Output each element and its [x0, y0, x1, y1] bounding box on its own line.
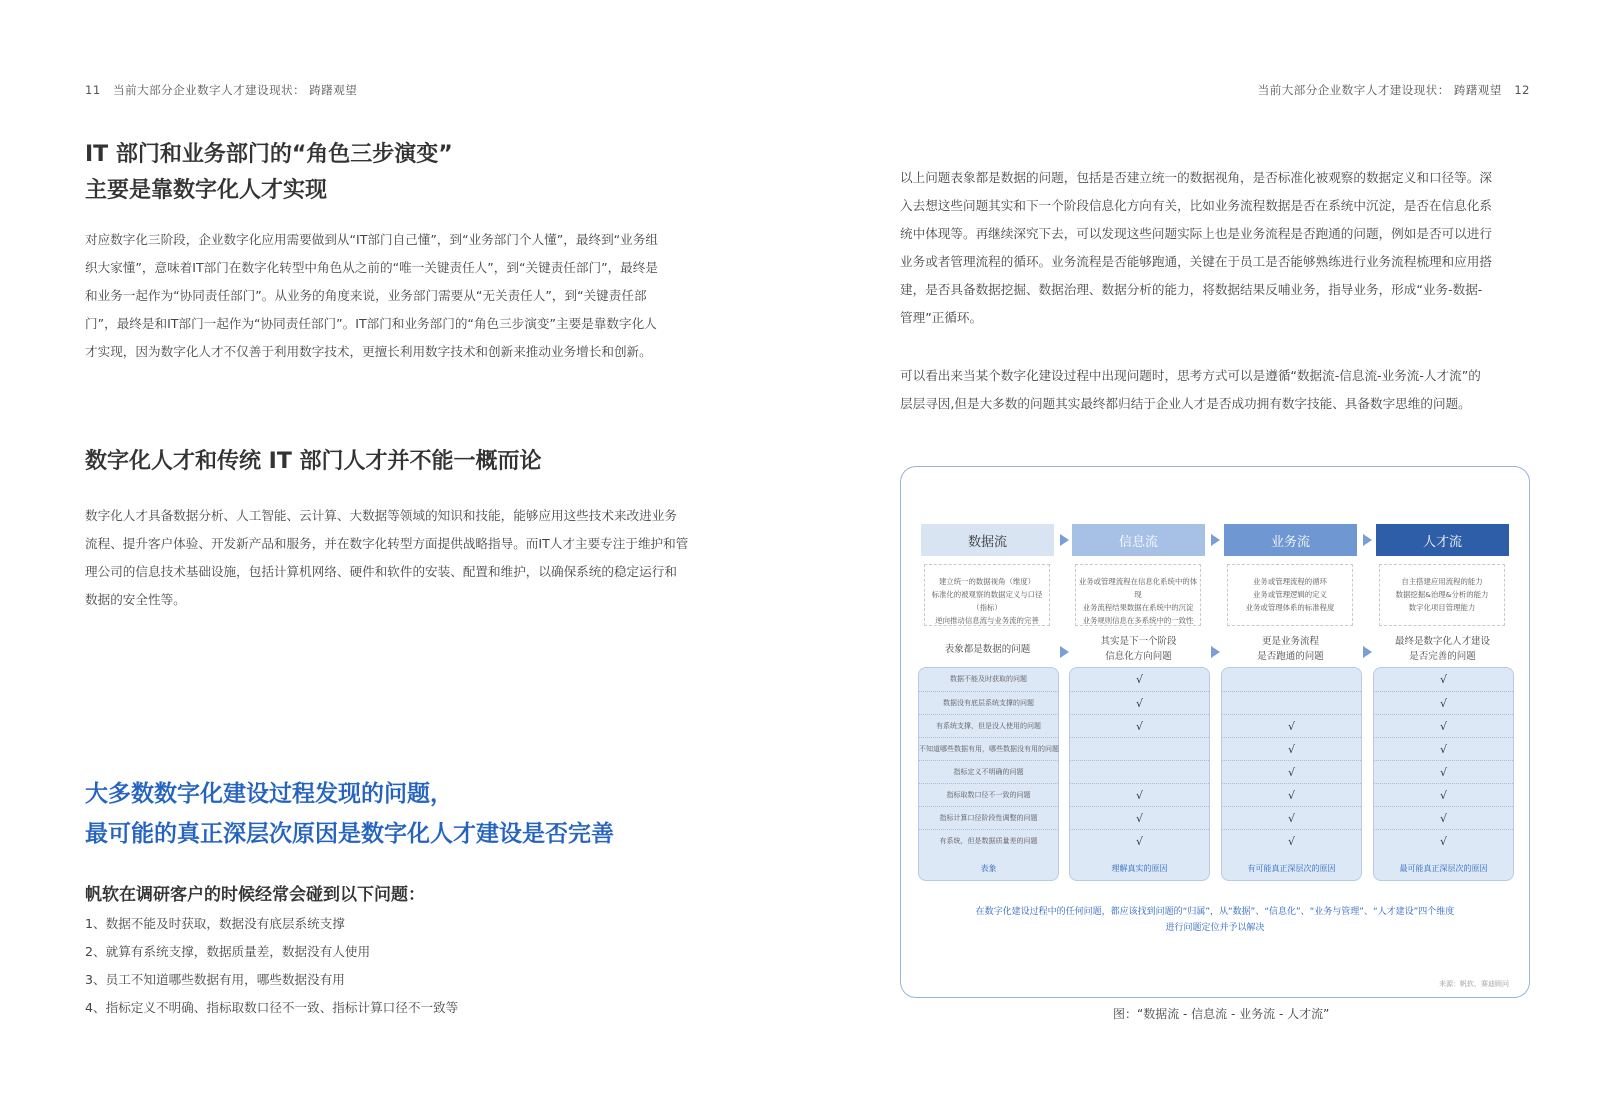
right-paragraph-2: 可以看出来当某个数字化建设过程中出现问题时，思考方式可以是遵循“数据流-信息流-业务流-人才流”的 层层寻因,但是大多数的问题其实最终都归结于企业人才是否成功拥有数字技能、具备数字思维的问题。: [900, 368, 1481, 411]
table-row: [919, 760, 1058, 784]
level-label-line: 表象都是数据的问题: [944, 644, 1031, 655]
check-mark: √: [1287, 812, 1295, 825]
check-mark: √: [1439, 697, 1447, 710]
arrow-icon: [1060, 534, 1069, 546]
level-label-line: 其实是下一个阶段: [1100, 636, 1177, 647]
table-row: [1222, 714, 1361, 738]
check-mark: √: [1439, 720, 1447, 733]
arrow-icon: [1211, 646, 1220, 658]
column-footer: 有可能真正深层次的原因: [1247, 864, 1336, 873]
table-row: [919, 691, 1058, 715]
description-line: 逆向推动信息流与业务流的完善: [935, 616, 1039, 625]
check-mark: √: [1287, 766, 1295, 779]
level-label-line: 信息化方向问题: [1105, 651, 1172, 662]
section-paragraph: 对应数字化三阶段，企业数字化应用需要做到从“IT部门自己懂”，到“业务部门个人懂”，最终到“业务组 织大家懂”，意味着IT部门在数字化转型中角色从之前的“唯一关键责任人”，到“关键责任部门”，最终是 和业务一起作为“协同责任部门”。从业务的角度来说，业务部门需要从“无关责任人”，到“关键责任部 门”，最终是和IT部门一起作为“协同责任部门”。IT部门和业务部门的“角色三步演变”主要是靠数字化人 才实现，因为数字化人才不仅善于利用数字技术，更擅长利用数字技术和创新来推动业务增长和创新。: [85, 232, 658, 359]
description-line: 业务或管理逻辑的定义: [1253, 590, 1327, 599]
page-header-right: [1258, 82, 1530, 98]
table-row: [1070, 714, 1209, 738]
table-row: [1374, 668, 1513, 691]
check-column: [1373, 667, 1514, 881]
row-label: 有系统，但是数据质量差的问题: [939, 837, 1038, 845]
check-mark: √: [1287, 743, 1295, 756]
right-paragraph-1: 以上问题表象都是数据的问题，包括是否建立统一的数据视角，是否标准化被观察的数据定义和口径等。深 入去想这些问题其实和下一个阶段信息化方向有关，比如业务流程数据是否在系统中沉淀，是否在信息化系 统中体现等。再继续深究下去，可以发现这些问题实际上也是业务流程是否跑通的问题，例如是否可以进行 业务或者管理流程的循环。业务流程是否能够跑通，关键在于员工是否能够熟练进行业务流程梳理和应用搭 建，是否具备数据挖掘、数据治理、数据分析的能力，将数据结果反哺业务，指导业务，形成“业务-数据- 管理”正循环。: [900, 170, 1492, 325]
section-title: 数字化人才和传统 IT 部门人才并不能一概而论: [85, 449, 542, 474]
diagram-note: [901, 904, 1529, 936]
table-row: [1070, 691, 1209, 715]
arrow-icon: [1363, 646, 1372, 658]
figure-caption: 图：“数据流 - 信息流 - 业务流 - 人才流”: [1113, 1007, 1330, 1021]
arrow-icon: [1211, 534, 1220, 546]
table-row: [1374, 783, 1513, 807]
note-line: 在数字化建设过程中的任何问题，都应该找到问题的“归属”，从“数据”、“信息化”、“业务与管理”、“人才建设”四个维度: [975, 907, 1455, 917]
arrow-icon: [1060, 646, 1069, 658]
stage-description: [1227, 564, 1353, 626]
level-label-line: 是否完善的问题: [1409, 651, 1476, 662]
table-row: [1070, 737, 1209, 761]
description-line: 标准化的被观察的数据定义与口径（指标）: [931, 590, 1043, 612]
description-line: 业务流程结果数据在系统中的沉淀: [1082, 603, 1194, 612]
table-row: [919, 714, 1058, 738]
check-mark: √: [1135, 789, 1143, 802]
table-row: [1222, 783, 1361, 807]
table-row: [1374, 760, 1513, 784]
column-footer: 表象: [980, 864, 997, 873]
note-line: 进行问题定位并予以解决: [1165, 923, 1265, 933]
description-line: 自主搭建应用流程的能力: [1401, 577, 1483, 586]
header-title: 当前大部分企业数字人才建设现状： 踌躇观望: [113, 83, 358, 97]
row-label: 指标取数口径不一致的问题: [946, 791, 1031, 799]
description-line: 建立统一的数据视角（维度）: [938, 577, 1036, 586]
table-row: [1070, 783, 1209, 807]
row-label: 有系统支撑，但是没人使用的问题: [936, 722, 1041, 730]
level-label-line: 最终是数字化人才建设: [1394, 636, 1490, 647]
stage-header: 数据流: [921, 524, 1054, 556]
level-label-line: 更是业务流程: [1261, 636, 1319, 647]
check-mark: √: [1287, 789, 1295, 802]
stage-description: [1075, 564, 1201, 626]
row-label: 不知道哪些数据有用，哪些数据没有用的问题: [919, 745, 1059, 753]
table-row: [1222, 691, 1361, 715]
row-label: 指标计算口径阶段性调整的问题: [939, 814, 1038, 822]
row-label: 数据不能及时获取的问题: [950, 675, 1027, 683]
description-line: 业务规则信息在多系统中的一致性: [1082, 616, 1194, 625]
check-mark: √: [1439, 812, 1447, 825]
description-line: 数字化项目管理能力: [1408, 603, 1476, 612]
stage-header: 信息流: [1072, 524, 1205, 556]
description-line: 业务或管理流程在信息化系统中的体现: [1078, 577, 1198, 599]
table-row: [919, 737, 1058, 761]
page-number: 11: [85, 83, 101, 97]
table-row: [919, 668, 1058, 691]
check-mark: √: [1439, 743, 1447, 756]
section-title-line: IT 部门和业务部门的“角色三步演变”: [85, 142, 453, 167]
level-label: [1224, 634, 1357, 664]
column-footer: 理解真实的原因: [1111, 864, 1168, 873]
table-row: [1222, 737, 1361, 761]
check-mark: √: [1135, 720, 1143, 733]
table-row: [1374, 829, 1513, 853]
check-mark: √: [1439, 835, 1447, 848]
check-column: [918, 667, 1059, 881]
level-label: [1376, 634, 1509, 664]
check-mark: √: [1135, 673, 1143, 686]
level-label-line: 是否跑通的问题: [1257, 651, 1324, 662]
table-row: [919, 829, 1058, 853]
check-mark: √: [1287, 835, 1295, 848]
stage-description: [1379, 564, 1505, 626]
column-footer: 最可能真正深层次的原因: [1399, 864, 1488, 873]
description-line: 业务或管理流程的循环: [1253, 577, 1327, 586]
table-row: [1374, 737, 1513, 761]
table-row: [1222, 806, 1361, 830]
list-item: 4、指标定义不明确、指标取数口径不一致、指标计算口径不一致等: [85, 1000, 459, 1015]
check-column: [1069, 667, 1210, 881]
table-row: [1070, 829, 1209, 853]
table-row: [1374, 714, 1513, 738]
section-title: [85, 137, 453, 209]
check-mark: √: [1135, 812, 1143, 825]
check-mark: √: [1135, 835, 1143, 848]
row-label: 数据没有底层系统支撑的问题: [943, 699, 1034, 707]
check-mark: √: [1439, 789, 1447, 802]
list-item: 1、数据不能及时获取，数据没有底层系统支撑: [85, 916, 345, 931]
description-line: 业务或管理体系的标准程度: [1245, 603, 1335, 612]
table-row: [1070, 806, 1209, 830]
list-item: 3、员工不知道哪些数据有用，哪些数据没有用: [85, 972, 345, 987]
table-row: [1374, 806, 1513, 830]
list-item: 2、就算有系统支撑，数据质量差，数据没有人使用: [85, 944, 371, 959]
stage-header: 人才流: [1376, 524, 1509, 556]
header-title: 当前大部分企业数字人才建设现状： 踌躇观望: [1257, 83, 1502, 97]
row-label: 指标定义不明确的问题: [953, 768, 1024, 776]
table-row: [1374, 691, 1513, 715]
table-row: [1222, 760, 1361, 784]
check-column: [1221, 667, 1362, 881]
source-note: 来源：帆软、赛迪顾问: [1439, 980, 1509, 988]
arrow-icon: [1363, 534, 1372, 546]
table-row: [1070, 668, 1209, 691]
level-label: [921, 642, 1054, 657]
page-number: 12: [1514, 83, 1530, 97]
check-mark: √: [1287, 720, 1295, 733]
level-label: [1072, 634, 1205, 664]
highlight-title: 大多数数字化建设过程发现的问题， 最可能的真正深层次原因是数字化人才建设是否完善: [85, 781, 614, 847]
table-row: [919, 783, 1058, 807]
table-row: [919, 806, 1058, 830]
check-mark: √: [1135, 697, 1143, 710]
section-paragraph: 数字化人才具备数据分析、人工智能、云计算、大数据等领域的知识和技能，能够应用这些技术来改进业务 流程、提升客户体验、开发新产品和服务，并在数字化转型方面提供战略指导。而IT人才主要专注于维护和管 理公司的信息技术基础设施，包括计算机网络、硬件和软件的安装、配置和维护，以确保系统的稳定运行和 数据的安全性等。: [85, 508, 689, 607]
table-row: [1222, 829, 1361, 853]
problems-title: 帆软在调研客户的时候经常会碰到以下问题：: [85, 885, 425, 905]
check-mark: √: [1439, 766, 1447, 779]
stage-description: [924, 564, 1050, 626]
check-mark: √: [1439, 673, 1447, 686]
stage-header: 业务流: [1224, 524, 1357, 556]
table-row: [1070, 760, 1209, 784]
problems-list: [85, 910, 458, 1022]
description-line: 数据挖掘&治理&分析的能力: [1395, 590, 1489, 599]
section-title-line: 主要是靠数字化人才实现: [85, 178, 328, 203]
page-header-left: [85, 82, 357, 98]
flow-diagram: [900, 466, 1530, 998]
table-row: [1222, 668, 1361, 691]
